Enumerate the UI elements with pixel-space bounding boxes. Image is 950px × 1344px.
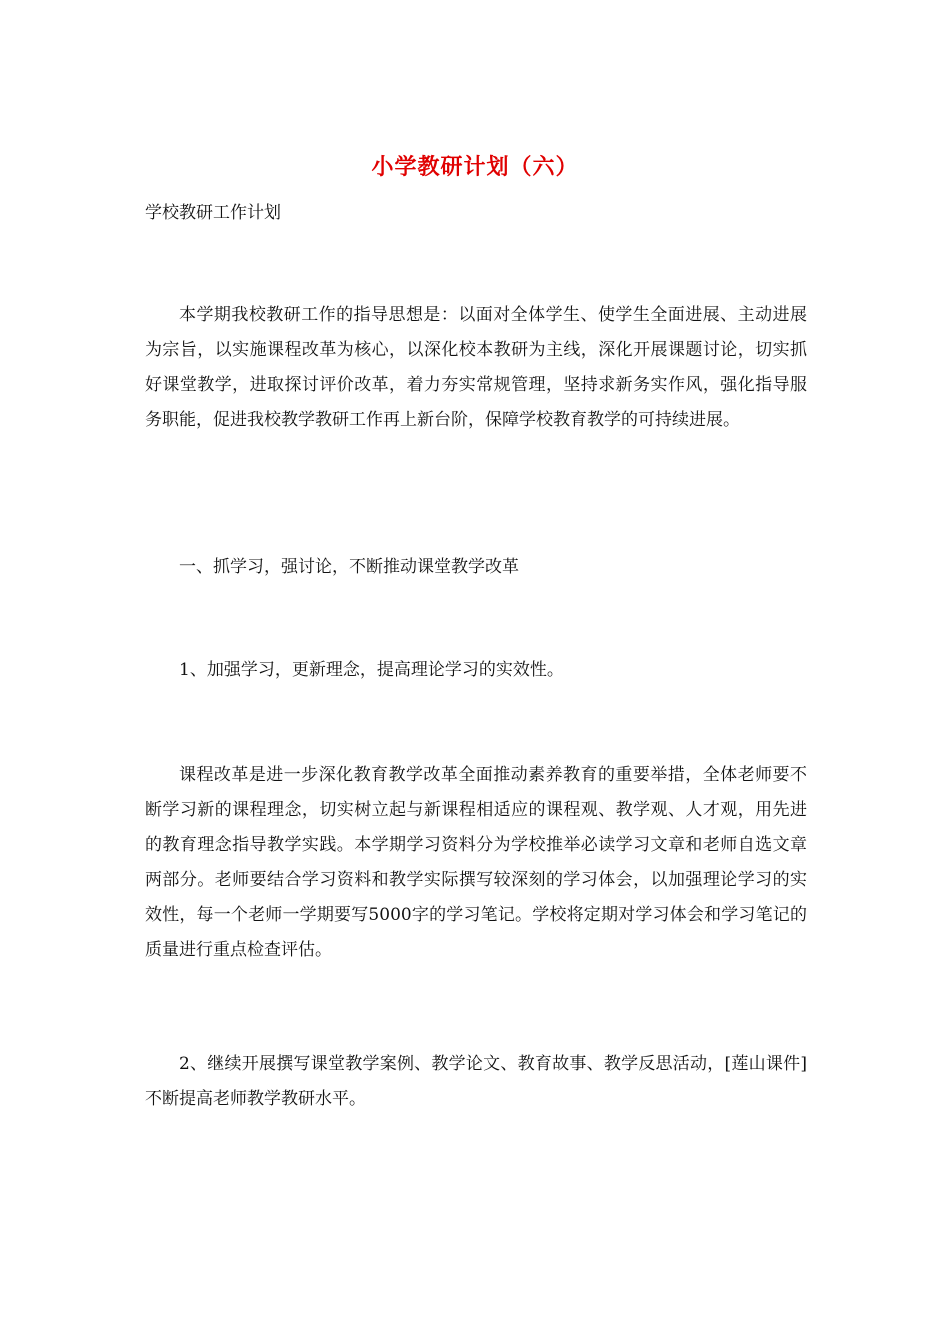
document-title: 小学教研计划（六）	[371, 154, 579, 180]
paragraph-guiding-ideology: 本学期我校教研工作的指导思想是：以面对全体学生、使学生全面进展、主动进展为宗旨，以实施课程改革为核心，以深化校本教研为主线，深化开展课题讨论，切实抓好课堂教学，进取探讨评价改革，着力夯实常规管理，坚持求新务实作风，强化指导服务职能，促进我校教学教研工作再上新台阶，保障学校教育教学的可持续进展。	[145, 305, 807, 430]
section-heading-1: 一、抓学习，强讨论，不断推动课堂教学改革	[179, 557, 519, 577]
subsection-heading-1: 1、加强学习，更新理念，提高理论学习的实效性。	[179, 660, 564, 680]
document-subtitle: 学校教研工作计划	[145, 203, 281, 223]
paragraph-curriculum-reform: 课程改革是进一步深化教育教学改革全面推动素养教育的重要举措，全体老师要不断学习新的课程理念，切实树立起与新课程相适应的课程观、教学观、人才观，用先进的教育理念指导教学实践。本学期学习资料分为学校推举必读学习文章和老师自选文章两部分。老师要结合学习资料和教学实际撰写较深刻的学习体会，以加强理论学习的实效性，每一个老师一学期要写5000字的学习笔记。学校将定期对学习体会和学习笔记的质量进行重点检查评估。	[145, 765, 807, 960]
subsection-heading-2: 2、继续开展撰写课堂教学案例、教学论文、教育故事、教学反思活动，[莲山课件]不断提高老师教学教研水平。	[145, 1054, 807, 1109]
